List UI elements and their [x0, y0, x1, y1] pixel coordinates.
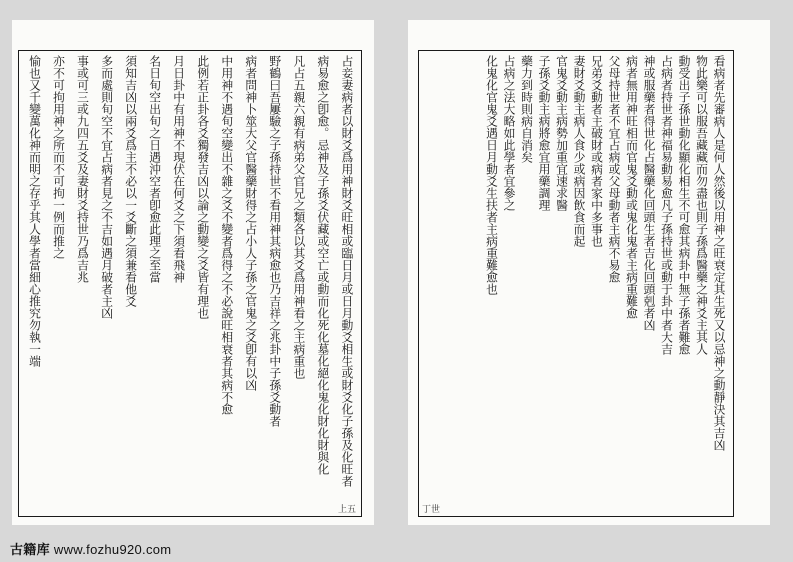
text-column: 愉也又千變萬化神而明之存乎其人學者當細心推究勿執一端 — [27, 55, 42, 367]
text-column: 名日旬空出旬之日遇沖空者卽愈此理之至當 — [147, 55, 162, 283]
text-column: 占病之法大略如此學者宜參之 — [502, 55, 516, 211]
text-column: 月日卦中有用神不現伏在何爻之下須看飛神 — [171, 55, 186, 283]
text-column: 野鶴曰吾屢驗之子孫持世不看用神其病愈也乃吉祥之兆卦中子孫爻動者 — [267, 55, 282, 427]
text-column: 父母持世者不宜占病或父母動者主病不易愈 — [607, 55, 621, 283]
text-column: 病者問神卜筮大父官醫藥財得之占小人子孫之官鬼之爻卽有以凶 — [243, 55, 258, 391]
text-column: 物此樂可以服吾藏藏而勿盡也則子孫爲醫藥之神爻主其人 — [694, 55, 709, 355]
text-column: 化鬼化官鬼爻遇日月動爻生扶者主病重難愈也 — [484, 55, 499, 295]
right-text-frame — [418, 50, 734, 517]
text-column: 此例若正卦各爻獨發吉凶以論之動變之爻皆有理也 — [195, 55, 210, 319]
text-column: 占病者持世者神福易動易愈凡子孫持世或動于卦中者大吉 — [659, 55, 674, 355]
text-column: 兄弟爻動者主破財或病者家中多事也 — [589, 55, 604, 247]
text-column: 動受出子孫世動化顯化相生不可愈其病卦中無子孫者難愈 — [677, 55, 691, 355]
right-text-columns — [425, 55, 727, 512]
site-watermark — [10, 539, 171, 558]
left-page — [12, 20, 374, 525]
text-column: 子孫爻動主病將愈宜用藥調理 — [537, 55, 551, 211]
text-column: 官鬼爻動主病勢加重宜速求醫 — [554, 55, 569, 211]
left-text-columns — [25, 55, 355, 512]
text-column: 神或服藥者得世化占醫藥化回頭生者吉化回頭剋者凶 — [642, 55, 656, 331]
text-column: 看病者先審病人是何人然後以用神之旺衰定其生死又以忌神之動靜決其吉凶 — [712, 55, 726, 451]
text-column: 亦不可拘用神之所而不可拘一例而推之 — [51, 55, 66, 259]
text-column: 病易愈之卽愈。忌神及子孫爻伏藏或空亡或動而化死化墓化絕化鬼化財化財與化 — [315, 55, 330, 475]
watermark-name: 古籍库 — [10, 542, 50, 557]
left-folio: 上五 — [337, 505, 356, 515]
text-column: 藥力到時則病自消矣 — [519, 55, 534, 163]
text-column: 妻財爻動主病人食少或病因飲食而起 — [572, 55, 586, 247]
text-column: 事或可三或九四五爻及妻財爻持世乃爲吉兆 — [75, 55, 90, 283]
text-column: 病者無用神旺相而官鬼爻動或鬼化鬼者主病重難愈 — [624, 55, 639, 319]
watermark-url: www.fozhu920.com — [53, 542, 172, 557]
text-column: 占妾妻病者以財爻爲用神財爻旺相或臨日月或日月動爻相生或財爻化子孫及化旺者 — [339, 55, 354, 487]
text-column: 凡占五親六親有病弟父官兄之類各以其爻爲用神看之主病重也 — [291, 55, 306, 379]
right-folio: 丁世 — [422, 505, 441, 515]
left-text-frame — [18, 50, 362, 517]
text-column: 多而處則旬空不宜占病者見之不吉如遇月破者主凶 — [99, 55, 114, 319]
text-column: 須知吉凶以兩爻爲主不必以一爻斷之須兼看他爻 — [123, 55, 138, 307]
text-column: 中用神不遇旬空變出不雜之爻不變者爲得之不必說旺相衰者其病不愈 — [219, 55, 234, 415]
right-page — [408, 20, 770, 525]
